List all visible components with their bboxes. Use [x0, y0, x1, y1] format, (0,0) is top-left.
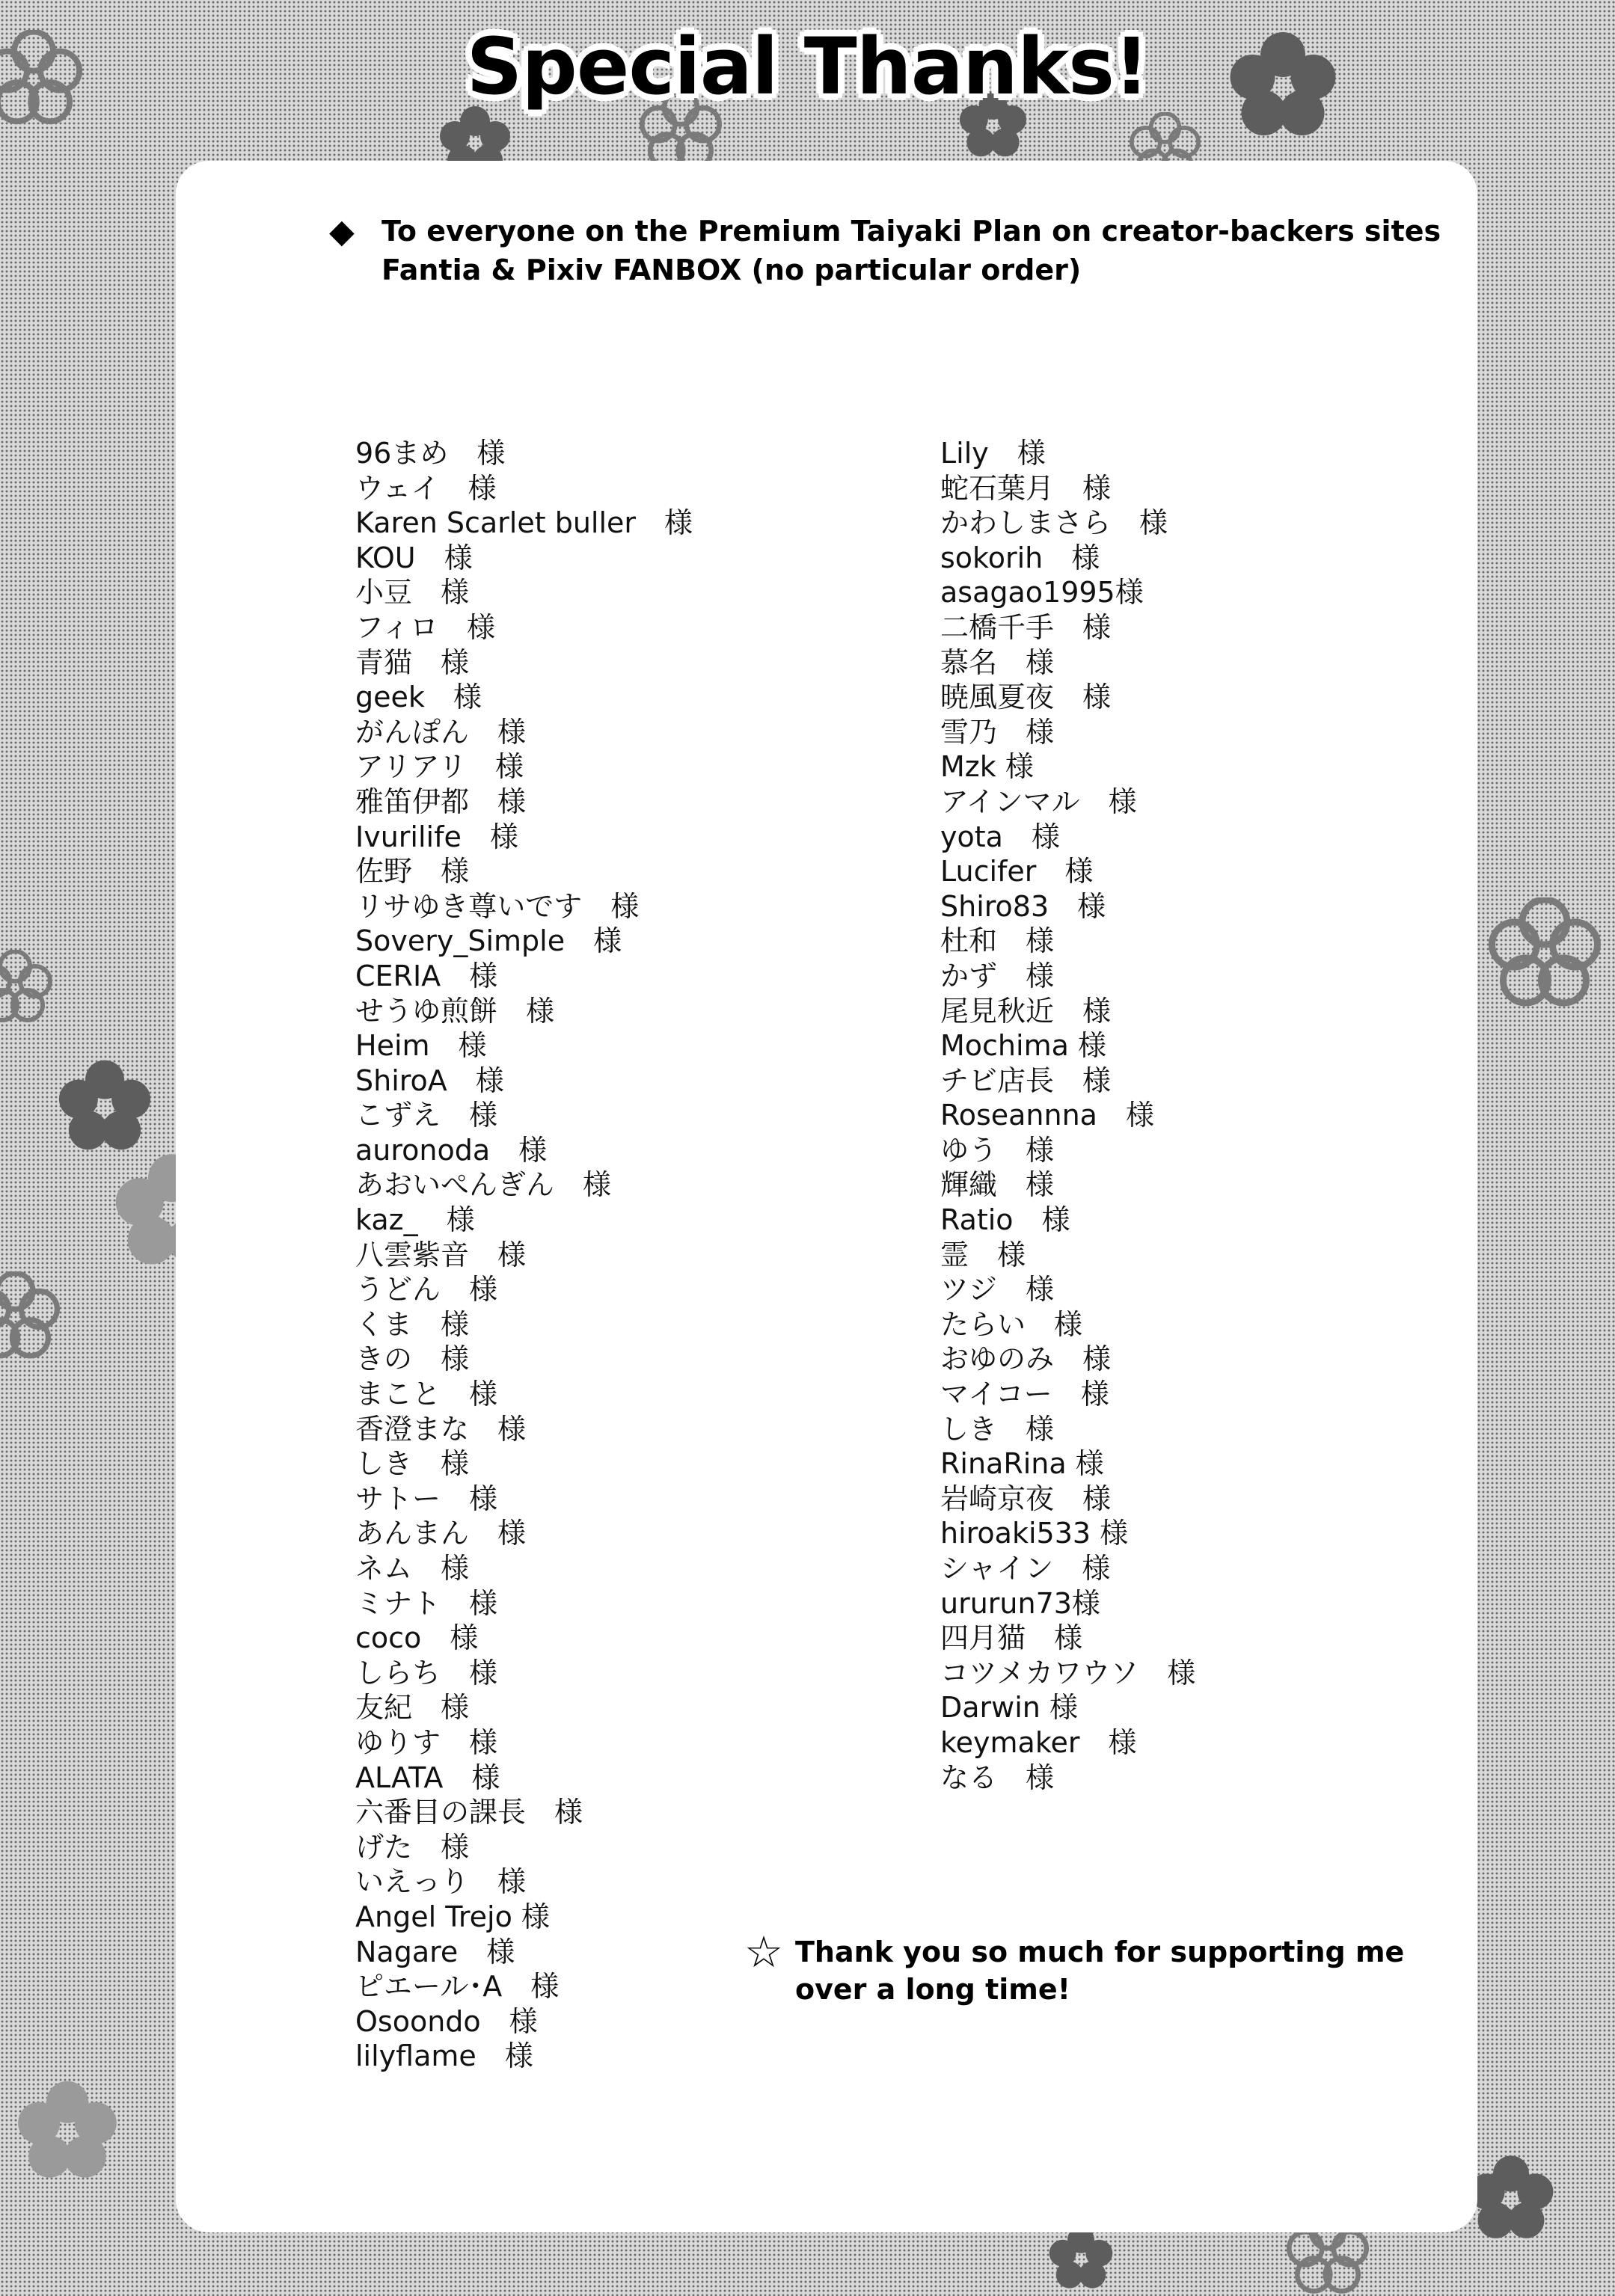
diamond-bullet-icon: ◆	[329, 212, 355, 251]
supporter-name: RinaRina 様	[940, 1447, 1104, 1481]
supporter-name: geek 様	[355, 681, 482, 714]
supporter-name: げた 様	[355, 1830, 470, 1864]
supporter-name: コツメカワウソ 様	[940, 1656, 1196, 1689]
supporter-name: アインマル 様	[940, 785, 1137, 818]
star-bullet-icon: ☆	[744, 1927, 783, 1977]
supporter-name: 輝織 様	[940, 1168, 1055, 1202]
supporter-name: かわしまさら 様	[940, 506, 1168, 540]
supporter-name: 岩崎京夜 様	[940, 1482, 1112, 1515]
supporter-name: Angel Trejo 様	[355, 1900, 550, 1933]
supporter-name: ウェイ 様	[355, 471, 497, 505]
supporter-name: ピエール･A 様	[355, 1970, 560, 2004]
supporter-name: 蛇石葉月 様	[940, 471, 1112, 505]
supporter-name: 暁風夏夜 様	[940, 681, 1112, 714]
supporter-name: 佐野 様	[355, 855, 470, 888]
supporter-name: 二橋千手 様	[940, 610, 1112, 644]
supporter-name: KOU 様	[355, 541, 473, 574]
supporter-name: ShiroA 様	[355, 1063, 504, 1097]
supporter-name: きの 様	[355, 1342, 470, 1376]
supporter-name: Sovery_Simple 様	[355, 924, 622, 958]
supporter-name: うどん 様	[355, 1273, 498, 1307]
supporter-name: まこと 様	[355, 1378, 498, 1411]
supporter-name: いえっり 様	[355, 1865, 527, 1899]
supporter-name: こずえ 様	[355, 1099, 498, 1132]
supporter-name: kaz_ 様	[355, 1203, 475, 1237]
closing-message-text: Thank you so much for supporting me over a long time!	[795, 1936, 1405, 2006]
supporter-name: 96まめ 様	[355, 437, 506, 470]
supporter-name: ゆりす 様	[355, 1725, 498, 1759]
supporter-name: 杜和 様	[940, 924, 1055, 958]
supporter-name: Darwin 様	[940, 1691, 1078, 1725]
supporter-name: 八雲紫音 様	[355, 1238, 527, 1271]
supporter-name: sokorih 様	[940, 541, 1100, 574]
supporter-name: coco 様	[355, 1621, 479, 1655]
thanks-panel	[176, 161, 1477, 2232]
supporter-name: くま 様	[355, 1307, 470, 1341]
supporter-name: ururun73様	[940, 1586, 1100, 1620]
supporter-name: 慕名 様	[940, 645, 1055, 679]
supporter-name: サトー 様	[355, 1482, 498, 1515]
supporter-name: 雪乃 様	[940, 715, 1055, 749]
supporter-name: auronoda 様	[355, 1133, 548, 1167]
supporter-name: あんまん 様	[355, 1517, 527, 1550]
supporter-name: しらち 様	[355, 1656, 498, 1689]
supporter-name: ゆう 様	[940, 1133, 1055, 1167]
supporter-name: チビ店長 様	[940, 1063, 1112, 1097]
flower-icon	[1489, 897, 1601, 1010]
supporter-name: lilyflame 様	[355, 2039, 533, 2073]
supporter-name: リサゆき尊いです 様	[355, 889, 640, 923]
supporter-name: しき 様	[355, 1447, 470, 1481]
supporter-name: Ivurilife 様	[355, 820, 518, 853]
supporter-name: 尾見秋近 様	[940, 994, 1112, 1028]
supporter-name: 小豆 様	[355, 576, 470, 610]
supporter-name: しき 様	[940, 1412, 1055, 1446]
supporter-name: Mzk 様	[940, 750, 1034, 784]
supporter-name: ALATA 様	[355, 1761, 500, 1794]
supporters-list-left	[355, 436, 693, 2074]
supporter-name: 友紀 様	[355, 1691, 470, 1725]
supporter-name: ネム 様	[355, 1552, 470, 1585]
supporter-name: 霊 様	[940, 1238, 1026, 1271]
supporter-name: Osoondo 様	[355, 2004, 538, 2038]
supporter-name: おゆのみ 様	[940, 1342, 1112, 1376]
supporter-name: Shiro83 様	[940, 889, 1106, 923]
supporter-name: Nagare 様	[355, 1935, 515, 1968]
supporter-name: Lily 様	[940, 437, 1046, 470]
flower-icon	[0, 1271, 60, 1361]
supporter-name: アリアリ 様	[355, 750, 524, 784]
supporter-name: 雅笛伊都 様	[355, 785, 527, 818]
supporter-name: Ratio 様	[940, 1203, 1070, 1237]
supporter-name: がんぽん 様	[355, 715, 527, 749]
supporter-name: 四月猫 様	[940, 1621, 1083, 1655]
supporter-name: ツジ 様	[940, 1273, 1055, 1307]
supporter-name: Karen Scarlet buller 様	[355, 506, 693, 540]
supporter-name: yota 様	[940, 820, 1060, 853]
flower-icon	[1047, 2225, 1115, 2292]
supporter-name: 香澄まな 様	[355, 1412, 527, 1446]
supporters-list-right	[940, 436, 1195, 1795]
flower-icon	[15, 2079, 120, 2184]
supporter-name: hiroaki533 様	[940, 1517, 1129, 1550]
supporter-name: CERIA 様	[355, 959, 498, 992]
flower-icon	[0, 950, 52, 1025]
supporter-name: たらい 様	[940, 1307, 1083, 1341]
supporter-name: マイコー 様	[940, 1378, 1109, 1411]
supporter-name: asagao1995様	[940, 576, 1144, 610]
flower-icon	[56, 1058, 153, 1155]
supporter-name: せうゆ煎餅 様	[355, 994, 555, 1028]
supporter-name: Lucifer 様	[940, 855, 1094, 888]
supporter-name: ミナト 様	[355, 1586, 498, 1620]
supporter-name: フィロ 様	[355, 610, 495, 644]
supporter-name: あおいぺんぎん 様	[355, 1168, 612, 1202]
supporter-name: Roseannna 様	[940, 1099, 1154, 1132]
supporter-name: シャイン 様	[940, 1552, 1111, 1585]
section-heading	[329, 212, 1451, 289]
flower-icon	[1466, 2154, 1556, 2244]
supporter-name: keymaker 様	[940, 1725, 1137, 1759]
supporter-name: Heim 様	[355, 1029, 487, 1063]
supporter-name: 青猫 様	[355, 645, 470, 679]
supporter-name: かず 様	[940, 959, 1055, 992]
section-heading-text: To everyone on the Premium Taiyaki Plan on creator-backers sites Fantia & Pixiv FANBOX (no particular order)	[381, 215, 1441, 286]
closing-message	[744, 1927, 1418, 2008]
supporter-name: Mochima 様	[940, 1029, 1106, 1063]
page-title: Special Thanks!	[466, 21, 1149, 112]
supporter-name: なる 様	[940, 1761, 1055, 1794]
supporter-name: 六番目の課長 様	[355, 1796, 583, 1829]
